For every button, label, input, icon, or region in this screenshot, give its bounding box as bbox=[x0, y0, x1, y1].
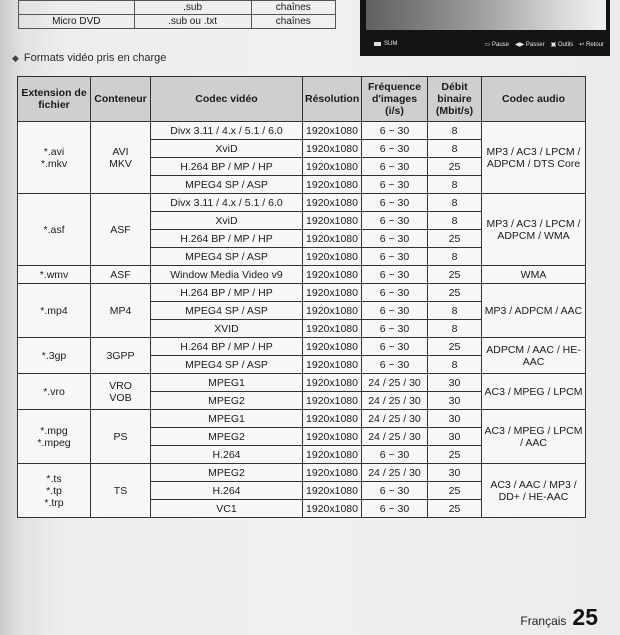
cell-res: 1920x1080 bbox=[303, 122, 362, 140]
cell-res: 1920x1080 bbox=[303, 464, 362, 482]
tv-control-label: Outils bbox=[557, 41, 574, 48]
cell-res: 1920x1080 bbox=[303, 194, 362, 212]
cell-res: 1920x1080 bbox=[303, 248, 362, 266]
cell-bitrate: 25 bbox=[428, 158, 482, 176]
cell-codec: H.264 bbox=[151, 482, 303, 500]
fragment-cell: chaînes bbox=[251, 15, 335, 29]
fragment-cell: .sub bbox=[134, 1, 251, 15]
cell-extension: *.ts *.tp *.trp bbox=[18, 464, 91, 518]
tv-control-label: Pause bbox=[491, 41, 509, 48]
cell-fps: 24 / 25 / 30 bbox=[362, 392, 428, 410]
cell-bitrate: 8 bbox=[428, 302, 482, 320]
cell-bitrate: 8 bbox=[428, 356, 482, 374]
page-footer bbox=[520, 604, 598, 631]
cell-res: 1920x1080 bbox=[303, 176, 362, 194]
header-bitrate: Débit binaire (Mbit/s) bbox=[428, 77, 482, 122]
sum-label: SUM bbox=[384, 41, 398, 47]
table-row bbox=[18, 266, 586, 284]
cell-bitrate: 25 bbox=[428, 482, 482, 500]
cell-fps: 6 ~ 30 bbox=[362, 338, 428, 356]
fragment-cell: chaînes bbox=[251, 1, 335, 15]
cell-codec: H.264 BP / MP / HP bbox=[151, 230, 303, 248]
table-row bbox=[18, 374, 586, 392]
cell-fps: 6 ~ 30 bbox=[362, 500, 428, 518]
cell-codec: Divx 3.11 / 4.x / 5.1 / 6.0 bbox=[151, 194, 303, 212]
cell-fps: 24 / 25 / 30 bbox=[362, 410, 428, 428]
cell-res: 1920x1080 bbox=[303, 428, 362, 446]
cell-bitrate: 8 bbox=[428, 320, 482, 338]
cell-codec: XviD bbox=[151, 212, 303, 230]
cell-fps: 6 ~ 30 bbox=[362, 320, 428, 338]
cell-fps: 24 / 25 / 30 bbox=[362, 428, 428, 446]
cell-codec: H.264 BP / MP / HP bbox=[151, 158, 303, 176]
skip-icon: ◀▶ bbox=[515, 41, 526, 48]
cell-codec: H.264 BP / MP / HP bbox=[151, 284, 303, 302]
cell-extension: *.mpg *.mpeg bbox=[18, 410, 91, 464]
tv-screenshot bbox=[360, 0, 610, 56]
return-icon: ↩ bbox=[579, 41, 586, 48]
cell-bitrate: 8 bbox=[428, 212, 482, 230]
tv-control-1 bbox=[515, 41, 545, 48]
cell-codec: XVID bbox=[151, 320, 303, 338]
cell-res: 1920x1080 bbox=[303, 230, 362, 248]
cell-codec: Window Media Video v9 bbox=[151, 266, 303, 284]
cell-fps: 6 ~ 30 bbox=[362, 482, 428, 500]
cell-audio-codec: MP3 / ADPCM / AAC bbox=[482, 284, 586, 338]
cell-fps: 6 ~ 30 bbox=[362, 284, 428, 302]
cell-res: 1920x1080 bbox=[303, 500, 362, 518]
cell-fps: 6 ~ 30 bbox=[362, 356, 428, 374]
cell-fps: 6 ~ 30 bbox=[362, 158, 428, 176]
table-row bbox=[18, 464, 586, 482]
cell-fps: 6 ~ 30 bbox=[362, 194, 428, 212]
cell-fps: 24 / 25 / 30 bbox=[362, 464, 428, 482]
pause-icon: ▭ bbox=[484, 41, 492, 48]
cell-bitrate: 8 bbox=[428, 140, 482, 158]
cell-res: 1920x1080 bbox=[303, 284, 362, 302]
cell-res: 1920x1080 bbox=[303, 212, 362, 230]
cell-bitrate: 8 bbox=[428, 176, 482, 194]
fragment-cell: .sub ou .txt bbox=[134, 15, 251, 29]
footer-language: Français bbox=[520, 614, 567, 628]
table-row bbox=[18, 338, 586, 356]
cell-audio-codec: AC3 / AAC / MP3 / DD+ / HE-AAC bbox=[482, 464, 586, 518]
video-formats-table bbox=[17, 76, 586, 518]
tv-screen-image bbox=[366, 0, 606, 30]
tv-control-label: Retour bbox=[585, 41, 604, 48]
cell-bitrate: 25 bbox=[428, 266, 482, 284]
cell-bitrate: 8 bbox=[428, 248, 482, 266]
cell-container: AVI MKV bbox=[91, 122, 151, 194]
cell-container: ASF bbox=[91, 194, 151, 266]
header-frame-rate: Fréquence d'images (i/s) bbox=[362, 77, 428, 122]
cell-bitrate: 25 bbox=[428, 500, 482, 518]
table-row bbox=[18, 284, 586, 302]
cell-res: 1920x1080 bbox=[303, 302, 362, 320]
cell-fps: 6 ~ 30 bbox=[362, 248, 428, 266]
cell-bitrate: 25 bbox=[428, 284, 482, 302]
cell-res: 1920x1080 bbox=[303, 482, 362, 500]
cell-fps: 6 ~ 30 bbox=[362, 266, 428, 284]
tv-control-3 bbox=[579, 41, 604, 48]
cell-extension: *.vro bbox=[18, 374, 91, 410]
header-extension: Extension de fichier bbox=[18, 77, 91, 122]
cell-codec: H.264 BP / MP / HP bbox=[151, 338, 303, 356]
cell-bitrate: 25 bbox=[428, 230, 482, 248]
page-number: 25 bbox=[572, 604, 598, 630]
tv-control-2 bbox=[551, 41, 574, 48]
cell-fps: 6 ~ 30 bbox=[362, 122, 428, 140]
cell-codec: MPEG2 bbox=[151, 428, 303, 446]
cell-extension: *.3gp bbox=[18, 338, 91, 374]
header-container: Conteneur bbox=[91, 77, 151, 122]
cell-res: 1920x1080 bbox=[303, 410, 362, 428]
previous-table-fragment bbox=[18, 0, 336, 29]
fragment-row bbox=[19, 15, 336, 29]
cell-container: MP4 bbox=[91, 284, 151, 338]
cell-audio-codec: ADPCM / AAC / HE-AAC bbox=[482, 338, 586, 374]
cell-audio-codec: AC3 / MPEG / LPCM bbox=[482, 374, 586, 410]
cell-container: ASF bbox=[91, 266, 151, 284]
table-row bbox=[18, 410, 586, 428]
tv-control-bar bbox=[360, 32, 610, 56]
table-row bbox=[18, 194, 586, 212]
cell-extension: *.mp4 bbox=[18, 284, 91, 338]
cell-res: 1920x1080 bbox=[303, 158, 362, 176]
cell-res: 1920x1080 bbox=[303, 338, 362, 356]
cell-container: 3GPP bbox=[91, 338, 151, 374]
cell-fps: 6 ~ 30 bbox=[362, 140, 428, 158]
cell-audio-codec: MP3 / AC3 / LPCM / ADPCM / DTS Core bbox=[482, 122, 586, 194]
cell-res: 1920x1080 bbox=[303, 392, 362, 410]
fragment-row bbox=[19, 1, 336, 15]
cell-codec: VC1 bbox=[151, 500, 303, 518]
cell-audio-codec: AC3 / MPEG / LPCM / AAC bbox=[482, 410, 586, 464]
cell-extension: *.wmv bbox=[18, 266, 91, 284]
cell-res: 1920x1080 bbox=[303, 374, 362, 392]
cell-extension: *.avi *.mkv bbox=[18, 122, 91, 194]
cell-res: 1920x1080 bbox=[303, 140, 362, 158]
header-audio-codec: Codec audio bbox=[482, 77, 586, 122]
cell-fps: 6 ~ 30 bbox=[362, 230, 428, 248]
cell-bitrate: 25 bbox=[428, 446, 482, 464]
sum-indicator bbox=[374, 41, 397, 47]
tv-controls bbox=[485, 41, 604, 48]
cell-bitrate: 8 bbox=[428, 122, 482, 140]
table-row bbox=[18, 122, 586, 140]
cell-codec: MPEG4 SP / ASP bbox=[151, 248, 303, 266]
section-title bbox=[12, 52, 166, 64]
header-resolution: Résolution bbox=[303, 77, 362, 122]
header-video-codec: Codec vidéo bbox=[151, 77, 303, 122]
cell-bitrate: 25 bbox=[428, 338, 482, 356]
cell-bitrate: 30 bbox=[428, 392, 482, 410]
cell-bitrate: 30 bbox=[428, 374, 482, 392]
tv-control-0 bbox=[485, 41, 509, 48]
cell-fps: 6 ~ 30 bbox=[362, 302, 428, 320]
cell-res: 1920x1080 bbox=[303, 356, 362, 374]
fragment-cell: Micro DVD bbox=[19, 15, 135, 29]
cell-codec: MPEG1 bbox=[151, 374, 303, 392]
cell-audio-codec: WMA bbox=[482, 266, 586, 284]
cell-fps: 6 ~ 30 bbox=[362, 176, 428, 194]
cell-codec: MPEG4 SP / ASP bbox=[151, 356, 303, 374]
tools-icon: ▣ bbox=[550, 41, 558, 48]
cell-codec: H.264 bbox=[151, 446, 303, 464]
cell-fps: 6 ~ 30 bbox=[362, 446, 428, 464]
fragment-cell bbox=[19, 1, 135, 15]
cell-res: 1920x1080 bbox=[303, 446, 362, 464]
cell-codec: Divx 3.11 / 4.x / 5.1 / 6.0 bbox=[151, 122, 303, 140]
cell-codec: MPEG4 SP / ASP bbox=[151, 302, 303, 320]
cell-fps: 24 / 25 / 30 bbox=[362, 374, 428, 392]
cell-res: 1920x1080 bbox=[303, 320, 362, 338]
tv-control-label: Passer bbox=[525, 41, 545, 48]
cell-fps: 6 ~ 30 bbox=[362, 212, 428, 230]
cell-container: VRO VOB bbox=[91, 374, 151, 410]
cell-audio-codec: MP3 / AC3 / LPCM / ADPCM / WMA bbox=[482, 194, 586, 266]
bullet-icon: ◆ bbox=[12, 52, 19, 63]
cell-codec: XviD bbox=[151, 140, 303, 158]
table-header-row bbox=[18, 77, 586, 122]
cell-bitrate: 8 bbox=[428, 194, 482, 212]
cell-bitrate: 30 bbox=[428, 410, 482, 428]
cell-res: 1920x1080 bbox=[303, 266, 362, 284]
cell-codec: MPEG1 bbox=[151, 410, 303, 428]
cell-bitrate: 30 bbox=[428, 464, 482, 482]
cell-container: PS bbox=[91, 410, 151, 464]
cell-extension: *.asf bbox=[18, 194, 91, 266]
cell-container: TS bbox=[91, 464, 151, 518]
cell-codec: MPEG2 bbox=[151, 392, 303, 410]
cell-codec: MPEG4 SP / ASP bbox=[151, 176, 303, 194]
cell-bitrate: 30 bbox=[428, 428, 482, 446]
usb-icon bbox=[374, 42, 381, 46]
cell-codec: MPEG2 bbox=[151, 464, 303, 482]
section-title-text: Formats vidéo pris en charge bbox=[23, 52, 167, 64]
